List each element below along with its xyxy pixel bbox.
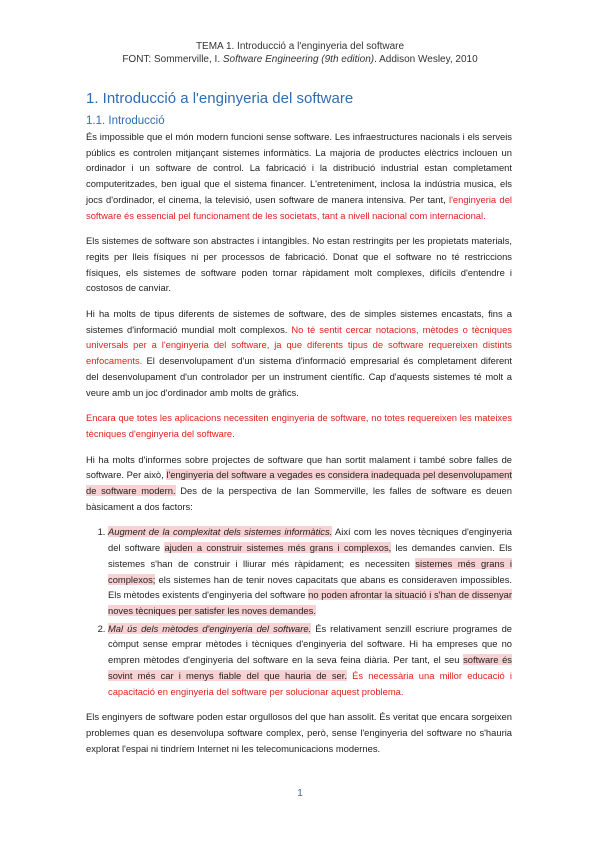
list-item [108,524,512,618]
header-line-1: TEMA 1. Introducció a l'enginyeria del software [195,41,405,52]
list-item-1-highlight-3: no poden afrontar la situació i s'han de dissenyar noves tècniques per satisfer les noves demandes. [108,589,513,616]
paragraph-3-text-a: Hi ha molts de tipus diferents de sistemes de software, des de simples sistemes encastats, fins a sistemes d'informació mundial molt complexos. [86,308,512,335]
paragraph-5-highlight: l'enginyeria del software a vegades es considera inadequada pel desenvolupament de software modern. [86,469,512,497]
paragraph-6: Els enginyers de software poden estar orgullosos del que han assolit. És veritat que encara sorgeixen problemes quan es desenvolupa software complex, però, sense l'enginyeria del software no s'hauria explorat l'espai ni tindríem Internet ni les telecomunicacions modernes. [86,711,512,754]
paragraph-4-emphasis: Encara que totes les aplicacions necessiten enginyeria de software, no totes requereixen les mateixes tècniques d'enginyeria del software. [86,412,512,439]
list-item-2-highlight: software és sovint més car i menys fiable del que hauria de ser. [108,654,512,681]
paragraph-3 [86,306,512,400]
section-title: 1.1. Introducció [86,115,165,127]
paragraph-5-text-a: Hi ha molts d'informes sobre projectes de software que han sortit malament i també sobre falles de software. Per això, [86,453,512,481]
header-source-suffix: . Addison Wesley, 2010 [374,54,478,65]
page-header [0,40,600,66]
list-item [108,621,512,700]
list-item-1-highlight-1: ajuden a construir sistemes més grans i complexos, [164,542,392,554]
list-item-2-heading: Mal ús dels mètodes d'enginyeria del software. [108,622,312,634]
chapter-title: 1. Introducció a l'enginyeria del software [86,90,354,107]
list-item-1-text-c: els sistemes han de tenir noves capacitats que abans es consideraven impossibles. Els mètodes existents d'enginyeria del software [108,573,512,601]
paragraph-1 [86,129,512,223]
page-number: 1 [297,788,303,799]
header-line-2 [0,53,600,66]
list-item-2-text-a: És relativament senzill escriure programes de còmput sense emprar mètodes i tècniques d'enginyeria del software. Hi ha empreses que no empren mètodes d'enginyeria del software en la seva feina diària. Per tant, el seu [108,622,512,666]
list-item-2-emphasis: És necessària una millor educació i capacitació en enginyeria del software per solucionar aquest problema. [108,669,512,697]
paragraph-5 [86,452,512,515]
paragraph-3-emphasis: No té sentit cercar notacions, mètodes o tècniques universals per a l'enginyeria del software, ja que diferents tipus de software requereixen distints enfocaments. [86,323,512,367]
paragraph-1-emphasis: l'enginyeria del software és essencial pel funcionament de les societats, tant a nivell nacional com internacional. [86,193,512,221]
document-body [86,129,512,766]
list-item-1-text-b: les demandes canvien. Els sistemes s'han de construir i lliurar més ràpidament; es necessiten [108,542,512,569]
paragraph-5-text-b: Des de la perspectiva de Ian Sommerville, les falles de software es deuen bàsicament a dos factors: [86,485,512,512]
list-item-1-highlight-2: sistemes més grans i complexos; [108,557,512,585]
header-book-title: Software Engineering (9th edition) [222,54,375,65]
factors-list [86,524,512,699]
paragraph-1-text: És impossible que el món modern funcioni sense software. Les infraestructures nacionals i els serveis públics es controlen mitjançant sistemes informàtics. La majoria de productes elèctrics inclouen un ordinador i un software de control. La fabricació i la distribució industrial estan completament computeritzades, ben igual que el sistema financer. L'entreteniment, inclosa la indústria musica, els jocs d'ordinador, el cinema, la televisió, usen software de manera intensiva. Per tant, [86,131,512,205]
paragraph-2: Els sistemes de software son abstractes i intangibles. No estan restringits per les propietats materials, regits per lleis físiques ni per processos de fabricació. Donat que el software no té restriccions físiques, els sistemes de software poden tornar ràpidament molt complexes, difícils d'entendre i costosos de canviar. [86,235,512,294]
list-item-1-heading: Augment de la complexitat dels sistemes informàtics. [108,526,333,538]
header-source-prefix: FONT: Sommerville, I. [122,54,223,65]
list-item-1-text-a: Així com les noves tècniques d'enginyeria del software [108,526,512,554]
paragraph-3-text-b: El desenvolupament d'un sistema d'informació empresarial és completament diferent del desenvolupament d'un controlador per un instrument científic. Cap d'aquests sistemes té molt a veure amb un joc d'ordinador amb molts de gràfics. [86,355,512,398]
